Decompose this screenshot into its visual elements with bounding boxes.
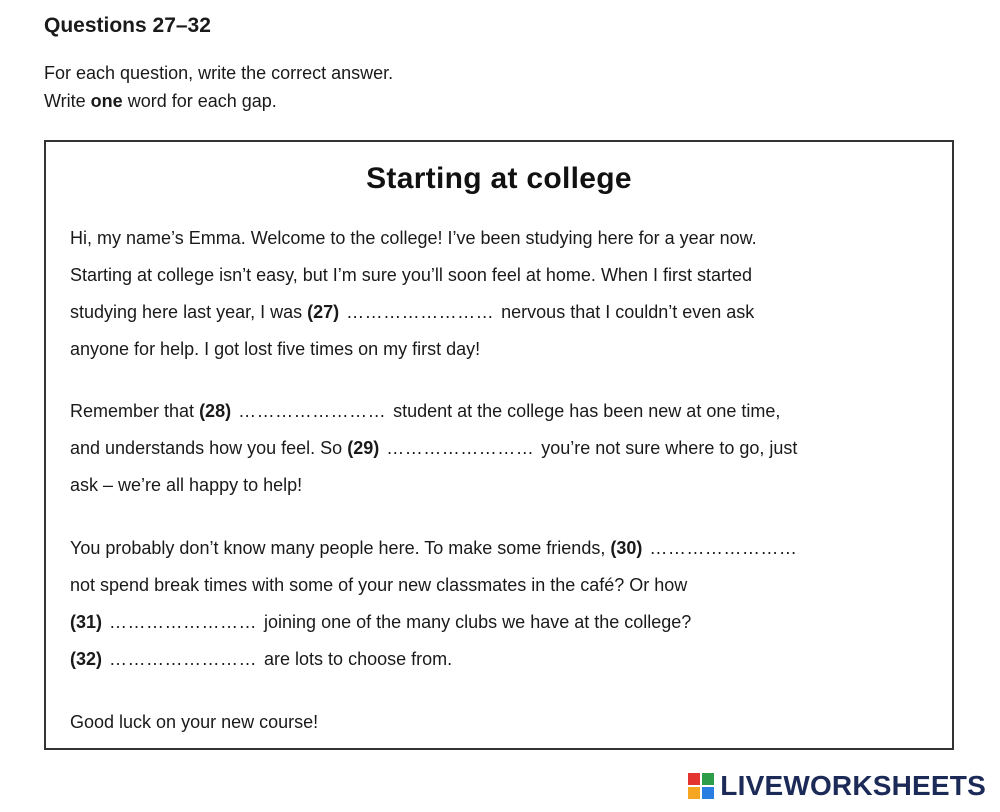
passage-text: are lots to choose from. xyxy=(259,649,453,669)
gap-number-31: (31) xyxy=(70,612,103,632)
passage-text: You probably don’t know many people here. To make some friends, xyxy=(70,538,611,558)
logo-text: LIVEWORKSHEETS xyxy=(720,770,986,801)
instruction-emphasis: one xyxy=(90,91,123,111)
passage-line: not spend break times with some of your new classmates in the café? Or how xyxy=(70,575,688,595)
instruction-line-2 xyxy=(44,87,393,115)
passage-text: and understands how you feel. So xyxy=(70,438,348,458)
paragraph-1 xyxy=(70,220,940,368)
answer-gap-28[interactable]: …………………… xyxy=(238,401,387,421)
paragraph-3 xyxy=(70,530,940,678)
gap-number-32: (32) xyxy=(70,649,103,669)
answer-gap-27[interactable]: …………………… xyxy=(346,302,495,322)
passage-line xyxy=(70,530,940,567)
passage-line: Starting at college isn’t easy, but I’m sure you’ll soon feel at home. When I first started xyxy=(70,265,752,285)
questions-heading: Questions 27–32 xyxy=(44,14,211,37)
paragraph-2 xyxy=(70,393,940,504)
answer-gap-29[interactable]: …………………… xyxy=(386,438,535,458)
gap-number-30: (30) xyxy=(610,538,643,558)
instructions xyxy=(44,59,393,115)
passage-text: studying here last year, I was xyxy=(70,302,308,322)
instruction-line-1: For each question, write the correct answer. xyxy=(44,63,394,83)
passage-line: Hi, my name’s Emma. Welcome to the college! I’ve been studying here for a year now. xyxy=(70,228,757,248)
logo-cell-icon xyxy=(688,773,700,785)
answer-gap-32[interactable]: …………………… xyxy=(109,649,258,669)
passage-text: joining one of the many clubs we have at the college? xyxy=(259,612,692,632)
liveworksheets-logo[interactable] xyxy=(688,770,986,802)
passage-text: you’re not sure where to go, just xyxy=(536,438,798,458)
logo-cell-icon xyxy=(702,787,714,799)
answer-gap-31[interactable]: …………………… xyxy=(109,612,258,632)
passage-title: Starting at college xyxy=(366,162,632,195)
passage-text: Remember that xyxy=(70,401,200,421)
passage-line xyxy=(70,294,940,331)
gap-number-27: (27) xyxy=(307,302,340,322)
logo-grid-icon xyxy=(688,773,714,799)
passage-line xyxy=(70,604,940,641)
passage-line: ask – we’re all happy to help! xyxy=(70,475,303,495)
passage-line xyxy=(70,393,940,430)
passage-line xyxy=(70,430,940,467)
instruction-text: word for each gap. xyxy=(122,91,277,111)
passage-text: nervous that I couldn’t even ask xyxy=(496,302,755,322)
paragraph-4 xyxy=(70,704,940,741)
gap-number-29: (29) xyxy=(347,438,380,458)
passage-line: anyone for help. I got lost five times on my first day! xyxy=(70,339,481,359)
instruction-text: Write xyxy=(44,91,91,111)
passage-line: Good luck on your new course! xyxy=(70,712,319,732)
logo-cell-icon xyxy=(688,787,700,799)
answer-gap-30[interactable]: …………………… xyxy=(649,538,798,558)
passage-text: student at the college has been new at one time, xyxy=(388,401,781,421)
passage-line xyxy=(70,641,940,678)
gap-number-28: (28) xyxy=(199,401,232,421)
logo-cell-icon xyxy=(702,773,714,785)
passage-box xyxy=(44,140,954,750)
